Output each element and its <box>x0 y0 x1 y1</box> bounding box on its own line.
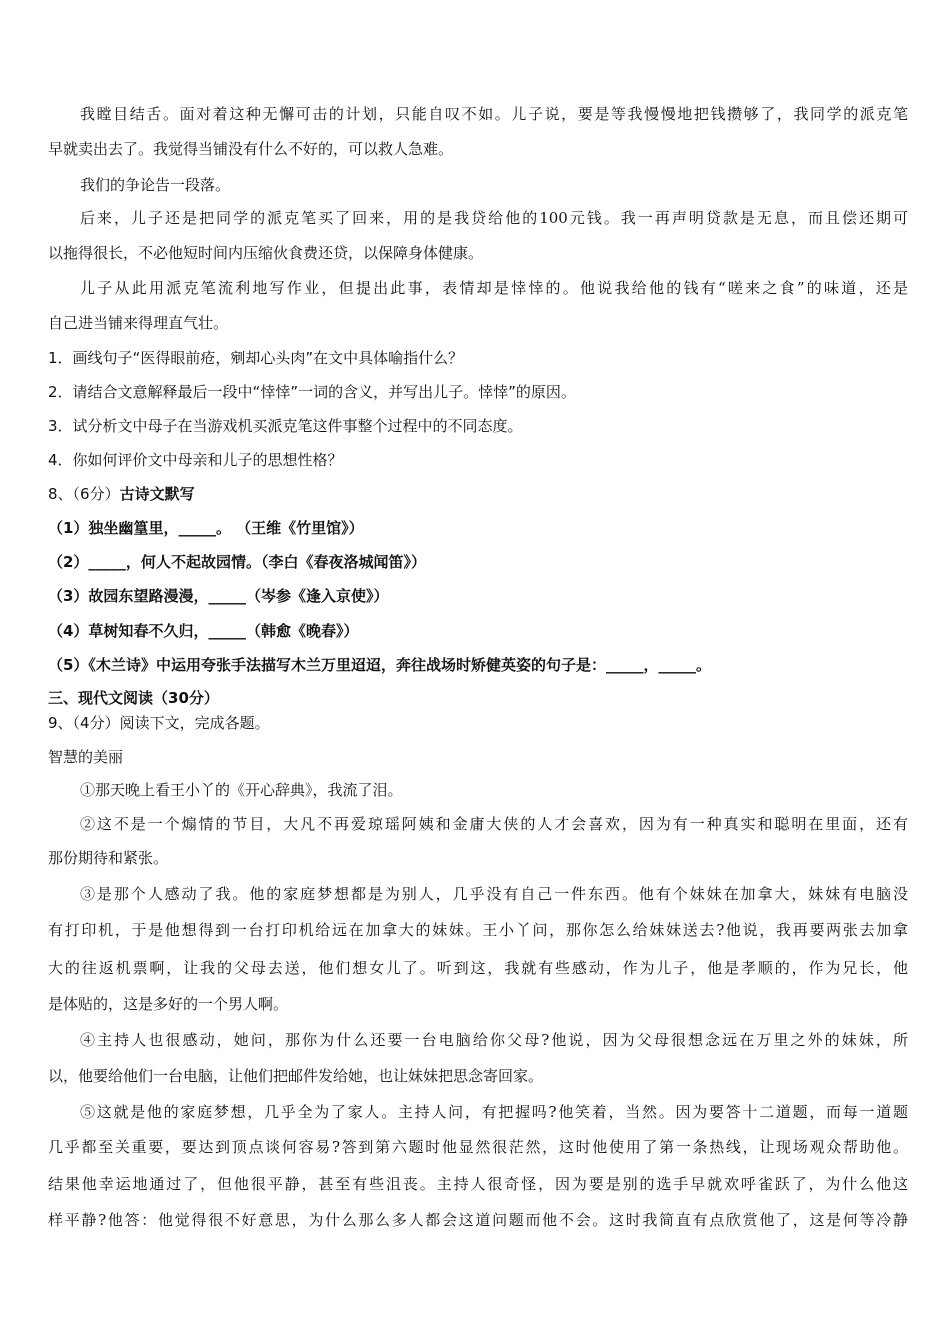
passage-b-line-12: 结果他幸运地通过了，但他很平静，甚至有些沮丧。主持人很奇怪，因为要是别的选手早就欢呼雀跃了，为什么他这 <box>48 1175 908 1193</box>
passage-b-line-9: 以，他要给他们一台电脑，让他们把邮件发给她，也让妹妹把思念寄回家。 <box>48 1067 544 1085</box>
passage-a-p1-line2: 早就卖出去了。我觉得当铺没有什么不好的，可以救人急难。 <box>48 140 454 158</box>
question-8-title: 古诗文默写 <box>119 485 195 503</box>
passage-b-line-8: ④主持人也很感动，她问，那你为什么还要一台电脑给你父母?他说，因为父母很想念远在万里之外的妹妹，所 <box>80 1031 908 1049</box>
passage-b-line-13: 样平静?他答：他觉得很不好意思，为什么那么多人都会这道问题而他不会。这时我简直有点欣赏他了，这是何等冷静 <box>48 1211 908 1229</box>
question-9-intro: 9、（4分）阅读下文，完成各题。 <box>48 714 270 732</box>
passage-b-line-3: 那份期待和紧张。 <box>48 849 169 867</box>
passage-a-p2: 我们的争论告一段落。 <box>80 176 231 194</box>
question-7-2: 2．请结合文意解释最后一段中“悻悻”一词的含义，并写出儿子。悻悻”的原因。 <box>48 383 576 401</box>
question-8-item-1: （1）独坐幽篁里，_____。 （王维《竹里馆》） <box>48 519 364 537</box>
question-8-number: 8、（6分） <box>48 485 120 503</box>
passage-a-p3-line2: 以拖得很长，不必他短时间内压缩伙食费还贷，以保障身体健康。 <box>48 244 484 262</box>
question-8-item-3: （3）故园东望路漫漫，_____（岑参《逢入京使》） <box>48 587 389 605</box>
passage-b-line-10: ⑤这就是他的家庭梦想，几乎全为了家人。主持人问，有把握吗?他笑着，当然。因为要答十二道题，而每一道题 <box>80 1103 908 1121</box>
passage-a-p3-line1: 后来，儿子还是把同学的派克笔买了回来，用的是我贷给他的100元钱。我一再声明贷款是无息，而且偿还期可 <box>80 209 908 227</box>
passage-a-p4-line2: 自己进当铺来得理直气壮。 <box>48 314 229 332</box>
passage-b-line-6: 大的往返机票啊，让我的父母去送，他们想女儿了。听到这，我就有些感动，作为儿子，他是孝顺的，作为兄长，他 <box>48 959 908 977</box>
passage-b-line-5: 有打印机，于是他想得到一台打印机给远在加拿大的妹妹。王小丫问，那你怎么给妹妹送去?他说，我再要两张去加拿 <box>48 921 908 939</box>
question-8-heading <box>48 484 908 504</box>
question-8-item-4: （4）草树知春不久归，_____（韩愈《晚春》） <box>48 622 359 640</box>
passage-a-p4-line1: 儿子从此用派克笔流利地写作业，但提出此事，表情却是悻悻的。他说我给他的钱有“嗟来之食”的味道，还是 <box>80 279 908 297</box>
section-3-heading: 三、现代文阅读（30分） <box>48 689 219 707</box>
question-7-4: 4．你如何评价文中母亲和儿子的思想性格？ <box>48 451 343 469</box>
question-7-3: 3．试分析文中母子在当游戏机买派克笔这件事整个过程中的不同态度。 <box>48 417 523 435</box>
passage-b-line-1: ①那天晚上看王小丫的《开心辞典》，我流了泪。 <box>80 781 403 799</box>
passage-b-line-11: 几乎都至关重要，要达到顶点谈何容易?答到第六题时他显然很茫然，这时他使用了第一条热线，让现场观众帮助他。 <box>48 1138 908 1156</box>
question-8-item-5: （5）《木兰诗》中运用夸张手法描写木兰万里迢迢，奔往战场时矫健英姿的句子是：_____，_____。 <box>48 656 711 674</box>
question-7-1: 1．画线句子“医得眼前疮，剜却心头肉”在文中具体喻指什么？ <box>48 349 464 367</box>
passage-a-p1-line1: 我瞠目结舌。面对着这种无懈可击的计划，只能自叹不如。儿子说，要是等我慢慢地把钱攒够了，我同学的派克笔 <box>80 105 908 123</box>
passage-b-line-2: ②这不是一个煽情的节目，大凡不再爱琼瑶阿姨和金庸大侠的人才会喜欢，因为有一种真实和聪明在里面，还有 <box>80 815 908 833</box>
passage-b-line-7: 是体贴的，这是多好的一个男人啊。 <box>48 995 289 1013</box>
passage-b-line-4: ③是那个人感动了我。他的家庭梦想都是为别人，几乎没有自己一件东西。他有个妹妹在加拿大，妹妹有电脑没 <box>80 885 908 903</box>
question-8-item-2: （2）_____，何人不起故园情。（李白《春夜洛城闻笛》） <box>48 553 426 571</box>
passage-b-title: 智慧的美丽 <box>48 748 124 766</box>
